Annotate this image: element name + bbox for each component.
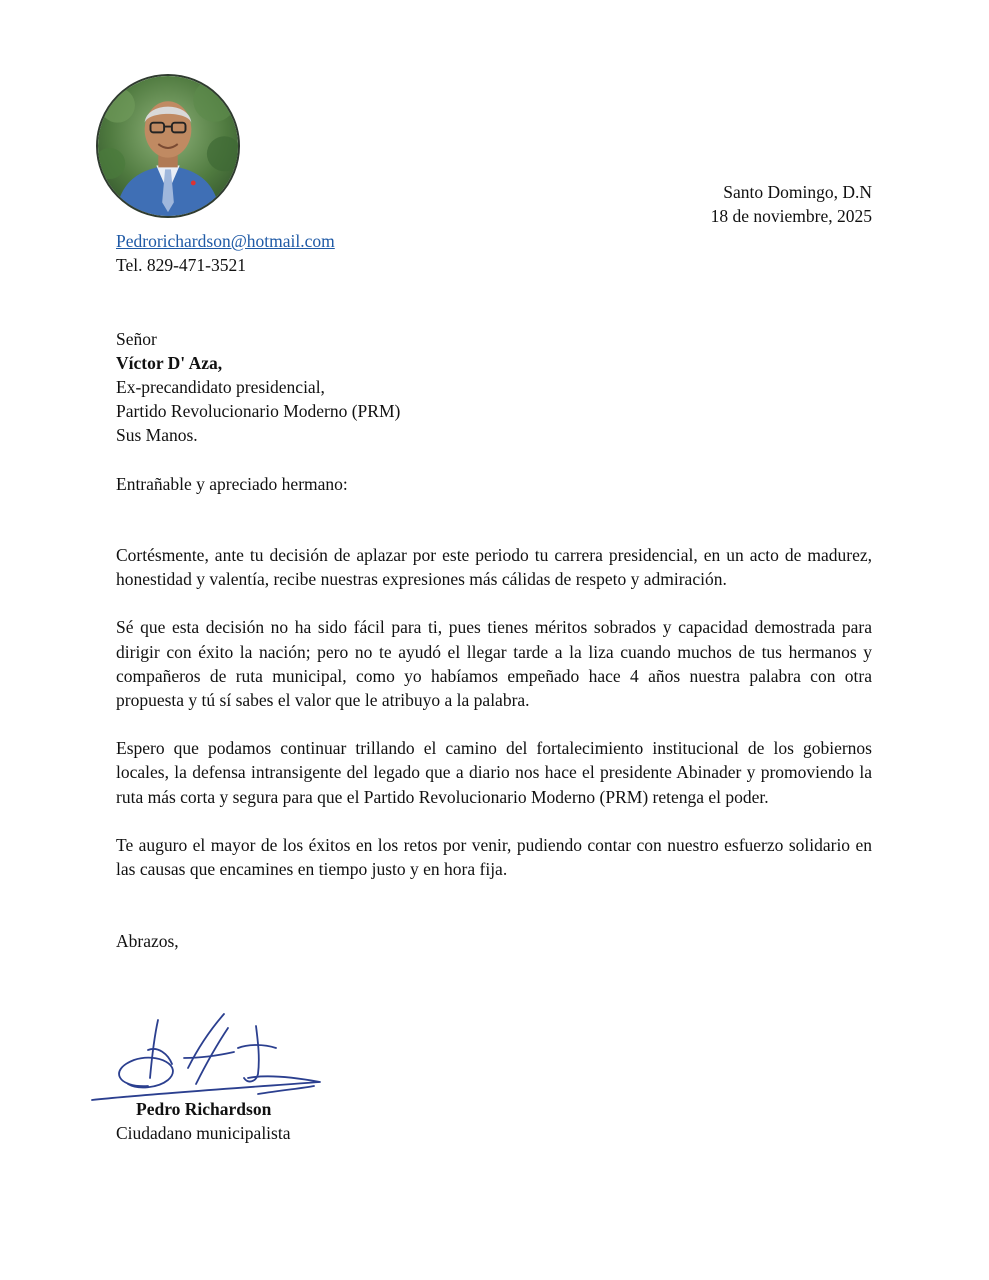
salutation: Entrañable y apreciado hermano:: [116, 474, 348, 494]
paragraph: Cortésmente, ante tu decisión de aplazar por este periodo tu carrera presidencial, en un acto de madurez, honestidad y valentía, recibe nuestras expresiones más cálidas de respeto y admiración.: [116, 545, 872, 590]
handwritten-signature: [88, 1008, 328, 1108]
portrait-photo: [96, 74, 240, 218]
email-link[interactable]: Pedrorichardson@hotmail.com: [116, 231, 335, 251]
letter-body: [116, 543, 872, 905]
place-date-block: [711, 180, 872, 228]
signer-block: [116, 1097, 290, 1145]
recipient-title: Señor: [116, 329, 157, 349]
recipient-name: Víctor D' Aza,: [116, 353, 223, 373]
paragraph: Te auguro el mayor de los éxitos en los retos por venir, pudiendo contar con nuestro esfuerzo solidario en las causas que encamines en tiempo justo y en hora fija.: [116, 834, 872, 880]
signer-title: Ciudadano municipalista: [116, 1123, 291, 1143]
phone: Tel. 829-471-3521: [116, 255, 247, 275]
date: 18 de noviembre, 2025: [710, 206, 872, 226]
place: Santo Domingo, D.N: [723, 182, 872, 202]
recipient-party: Partido Revolucionario Moderno (PRM): [116, 401, 401, 421]
closing: Abrazos,: [116, 931, 179, 951]
signer-name: Pedro Richardson: [136, 1099, 272, 1119]
paragraph: Sé que esta decisión no ha sido fácil para ti, pues tienes méritos sobrados y capacidad demostrada para dirigir con éxito la nación; pero no te ayudó el llegar tarde a la liza cuando muchos de tus hermanos y compañeros de ruta municipal, como yo habíamos empeñado hace 4 años nuestra palabra con otra propuesta y tú sí sabes el valor que le atribuyo a la palabra.: [116, 617, 872, 711]
contact-block: [116, 229, 335, 277]
recipient-role: Ex-precandidato presidencial,: [116, 377, 325, 397]
recipient-block: [116, 327, 400, 447]
paragraph: Espero que podamos continuar trillando el camino del fortalecimiento institucional de los gobiernos locales, la defensa intransigente del legado que a diario nos hace el presidente Abinader y promoviendo la ruta más corta y segura para que el Partido Revolucionario Moderno (PRM) retenga el poder.: [116, 738, 872, 807]
recipient-delivery: Sus Manos.: [116, 425, 198, 445]
